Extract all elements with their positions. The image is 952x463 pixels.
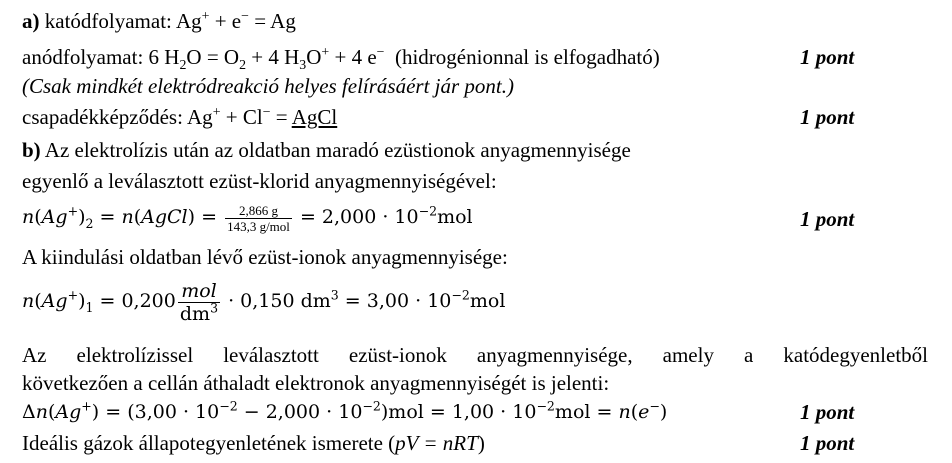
points-3: 1 pont bbox=[800, 207, 855, 231]
agcl-product: AgCl bbox=[291, 105, 338, 129]
line-anod: anódfolyamat: 6 $H_2O = O_2 + 4$ $H_3O^+ + 4$ e− (hidrogénionnal is elfogadható) bbox=[22, 44, 660, 73]
part-b-label: b) bbox=[22, 138, 41, 162]
line-katod: a) katódfolyamat: Ag+ + e− = Ag bbox=[22, 8, 296, 33]
line-note: (Csak mindkét elektródreakció helyes felírásáért jár pont.) bbox=[22, 74, 515, 98]
line-consequence: következően a cellán áthaladt elektronok anyagmennyiségét is jelenti: bbox=[22, 371, 610, 395]
equation-3: $\Delta n(Ag^+) = (3,00 \cdot 10^{-2} - 2,000 \cdot 10^{-2})mol = 1,00 \cdot 10^{-2}mol = n(e^-)$ bbox=[22, 398, 668, 423]
points-4: 1 pont bbox=[800, 400, 855, 424]
equation-1: $n(Ag^+)_2$ = n(AgCl) = $\frac{2,866 g}{\text{143,3 g/mol}}$ = $2,000 \cdot 10^{-2}mol$ bbox=[22, 202, 473, 234]
equation-2: $n(Ag^+)_1 = 0,200$ $\frac{\text{mol}}{dm^3}$ · 0,150 $dm^3 = 3,00 \cdot 10^{-2}mol$ bbox=[22, 279, 506, 325]
points-5: 1 pont bbox=[800, 431, 855, 455]
line-initial: A kiindulási oldatban lévő ezüst-ionok anyagmennyisége: bbox=[22, 245, 508, 269]
part-a-label: a) bbox=[22, 9, 40, 33]
ideal-gas-formula: pV = nRT bbox=[395, 431, 478, 455]
points-1: 1 pont bbox=[800, 45, 855, 69]
line-equal: egyenlő a leválasztott ezüst-klorid anyagmennyiségével: bbox=[22, 169, 497, 193]
line-csapadek: csapadékképződés: Ag+ + Cl− = AgCl bbox=[22, 104, 338, 129]
fraction-concentration: $\frac{\text{mol}}{dm^3}$ bbox=[179, 279, 219, 325]
points-2: 1 pont bbox=[800, 105, 855, 129]
line-ideal-gas: Ideális gázok állapotegyenletének ismerete (pV = nRT) bbox=[22, 431, 485, 455]
line-electrolysis: Az elektrolízissel leválasztott ezüst-ionok anyagmennyisége, amely a katódegyenletből bbox=[22, 343, 928, 367]
fraction-mass-molar: $\frac{2,866 g}{\text{143,3 g/mol}}$ bbox=[227, 202, 290, 234]
line-b-intro: b) Az elektrolízis után az oldatban maradó ezüstionok anyagmennyisége bbox=[22, 138, 631, 162]
